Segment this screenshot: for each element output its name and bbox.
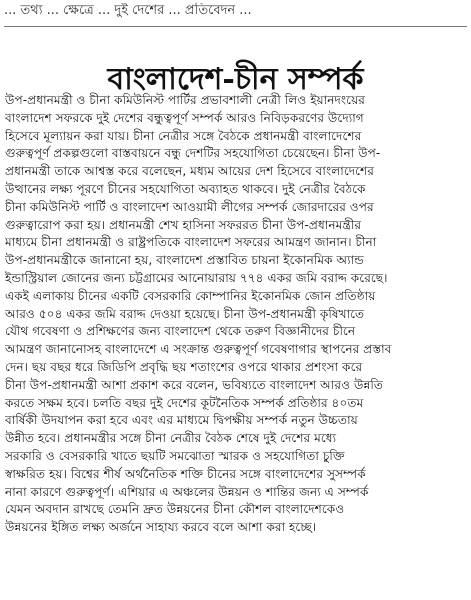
previous-article-text: ... তথ্য ... ক্ষেত্রে ... দুই দেশের ... প্রতিবেদন ...: [4, 3, 252, 18]
article-line: স্বাক্ষরিত হয়। বিশ্বের শীর্ষ অর্থনৈতিক শক্তি চীনের সঙ্গে বাংলাদেশের সুসম্পর্ক: [5, 466, 366, 481]
article-line: যেমন অবদান রাখছে তেমনি দ্রুত উন্নয়নের চীনা কৌশল বাংলাদেশকেও: [5, 502, 345, 517]
article-line: উত্থানের লক্ষ্য পূরণে চীনের সহযোগিতা অব্যাহত থাকবে। দুই নেত্রীর বৈঠকে: [5, 181, 366, 196]
article-line: উন্নীত হবে। প্রধানমন্ত্রীর সঙ্গে চীনা নেত্রীর বৈঠক শেষে দুই দেশের মধ্যে: [5, 431, 337, 446]
article-line: আরও ৫০৪ একর জমি বরাদ্দ দেওয়া হয়েছে। চীনা উপ-প্রধানমন্ত্রী কৃষিখাতে: [5, 306, 365, 321]
article-line: যৌথ গবেষণা ও প্রশিক্ষণের জন্য বাংলাদেশ থেকে তরুণ বিজ্ঞানীদের চীনে: [5, 324, 356, 339]
article-line: বাংলাদেশ সফরকে দুই দেশের বন্ধুত্বপূর্ণ সম্পর্ক আরও নিবিড়করণের উদ্যোগ: [5, 110, 364, 125]
article-line: প্রধানমন্ত্রী তাকে আশ্বস্ত করে বলেছেন, মধ্যম আয়ের দেশ হিসেবে বাংলাদেশের: [5, 164, 374, 179]
article-line: ইন্ডাস্ট্রিয়াল জোনের জন্য চট্টগ্রামের আনোয়ারায় ৭৭৪ একর জমি বরাদ্দ করেছে।: [5, 270, 388, 285]
previous-article-fragment: [0, 0, 471, 30]
column-divider-rule: [4, 26, 467, 27]
article-line: আমন্ত্রণ জানানোসহ বাংলাদেশে এ সংক্রান্ত গুরুত্বপূর্ণ গবেষণাগার স্থাপনের প্রস্তাব: [5, 342, 392, 357]
article-line: চীনা উপ-প্রধানমন্ত্রী আশা প্রকাশ করে বলেন, ভবিষ্যতে বাংলাদেশ আরও উন্নতি: [5, 377, 384, 392]
article-line: দেন। ছয় বছর ধরে জিডিপি প্রবৃদ্ধি ছয় শতাংশের ওপরে থাকার প্রশংসা করে: [5, 359, 363, 374]
article-line: চীনা কমিউনিস্ট পার্টি ও বাংলাদেশ আওয়ামী লীগের সম্পর্ক জোরদারের ওপর: [5, 199, 374, 214]
article-line: উপ-প্রধানমন্ত্রী ও চীনা কমিউনিস্ট পার্টির প্রভাবশালী নেত্রী লিও ইয়ানদংয়ের: [5, 93, 365, 107]
article-line: করতে সক্ষম হবে। চলতি বছর দুই দেশের কূটনৈতিক সম্পর্ক প্রতিষ্ঠার ৪০তম: [5, 395, 364, 410]
article-line: গুরুত্বারোপ করা হয়। প্রধানমন্ত্রী শেখ হাসিনা সফররত চীনা উপ-প্রধানমন্ত্রীর: [5, 217, 362, 232]
article-line: হিসেবে মূল্যায়ন করা যায়। চীনা নেত্রীর সঙ্গে বৈঠকে প্রধানমন্ত্রী বাংলাদেশের: [5, 128, 362, 143]
article-line: একই এলাকায় চীনের একটি বেসরকারি কোম্পানির ইকোনমিক জোন প্রতিষ্ঠায়: [5, 288, 376, 303]
article-line: বার্ষিকী উদযাপন করা হবে এবং এর মাধ্যমে দ্বিপক্ষীয় সম্পর্ক নতুন উচ্চতায়: [5, 413, 358, 428]
article-line: মাধ্যমে চীনা প্রধানমন্ত্রী ও রাষ্ট্রপতিকে বাংলাদেশ সফরের আমন্ত্রণ জানান। চীনা: [5, 235, 377, 250]
article-body: [5, 92, 465, 596]
article-line: গুরুত্বপূর্ণ প্রকল্পগুলো বাস্তবায়নে বন্ধু দেশটির সহযোগিতা চেয়েছেন। চীনা উপ-: [5, 146, 381, 161]
article-line: সরকারি ও বেসরকারি খাতে ছয়টি সমঝোতা স্মারক ও সহযোগিতা চুক্তি: [5, 448, 345, 463]
article-headline: বাংলাদেশ-চীন সম্পর্ক: [107, 62, 364, 98]
article-line: উন্নয়নের ইঙ্গিত লক্ষ্য অর্জনে সাহায্য করবে বলে আশা করা হচ্ছে।: [5, 520, 317, 535]
article-line: নানা কারণে গুরুত্বপূর্ণ। এশিয়ার এ অঞ্চলের উন্নয়ন ও শান্তির জন্য এ সম্পর্ক: [5, 484, 369, 499]
article-line: উপ-প্রধানমন্ত্রীকে জানানো হয়, বাংলাদেশ প্রস্তাবিত চায়না ইকোনমিক অ্যান্ড: [5, 253, 364, 268]
